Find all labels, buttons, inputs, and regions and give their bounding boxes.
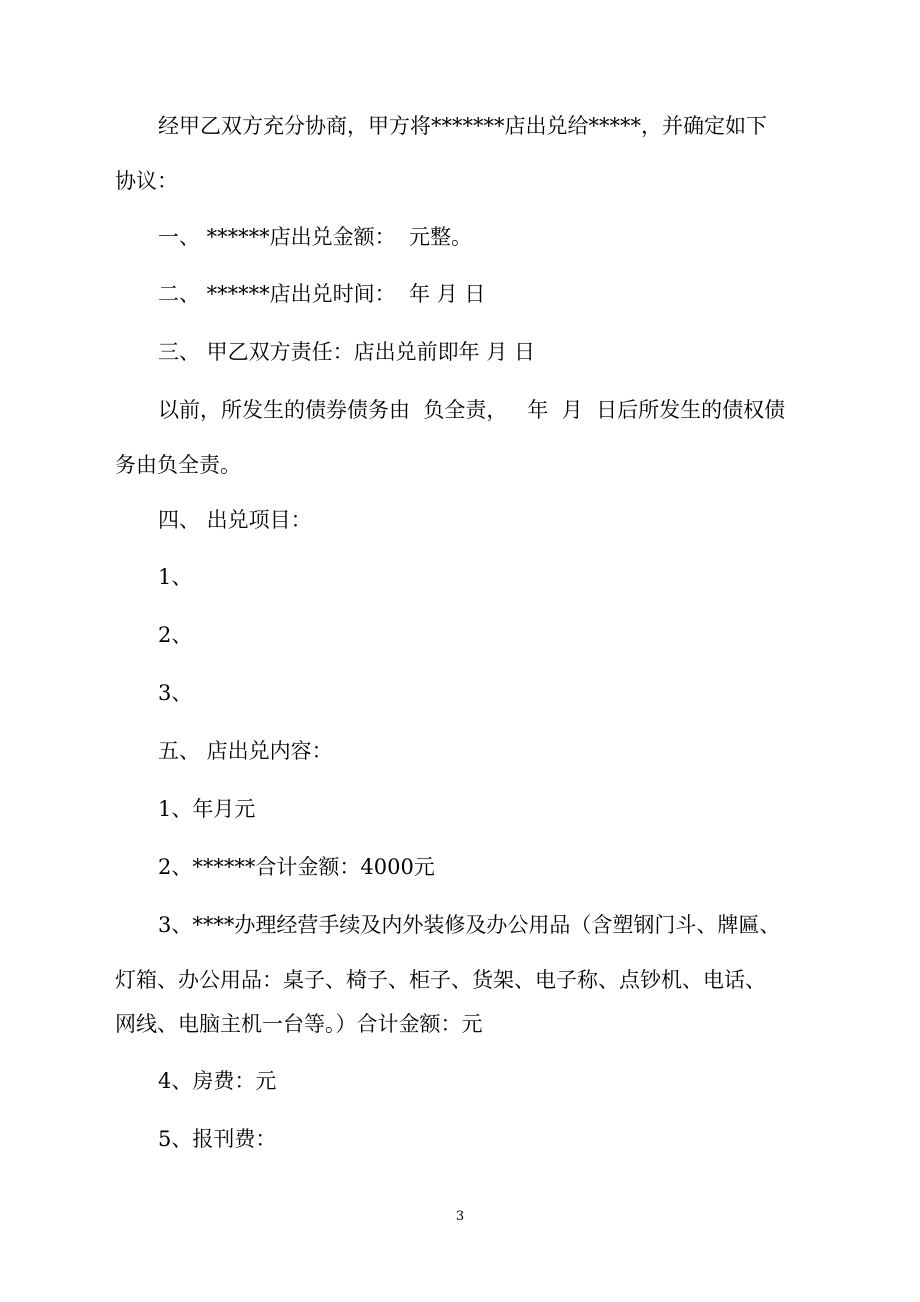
- clause-5-heading: 五、 店出兑内容：: [158, 739, 333, 763]
- content-item-5: 5、报刊费：: [158, 1127, 277, 1151]
- project-item-3: 3、: [158, 681, 193, 705]
- content-item-1: 1、年月元: [158, 797, 256, 821]
- clause-1: 一、 ******店出兑金额： 元整。: [158, 225, 473, 249]
- project-item-2: 2、: [158, 623, 193, 647]
- content-item-3-line-1: 3、****办理经营手续及内外装修及办公用品（含塑钢门斗、牌匾、: [158, 913, 781, 937]
- clause-4-heading: 四、 出兑项目：: [158, 508, 312, 532]
- clause-3: 三、 甲乙双方责任：店出兑前即年 月 日: [158, 340, 536, 364]
- intro-paragraph-line-2: 协议：: [115, 169, 178, 193]
- page-number: 3: [455, 1209, 465, 1224]
- responsibility-line-1: 以前，所发生的债券债务由 负全责， 年 月 日后所发生的债权债: [158, 398, 786, 422]
- responsibility-line-2: 务由负全责。: [115, 453, 241, 477]
- content-item-3-line-2: 灯箱、办公用品：桌子、椅子、柜子、货架、电子称、点钞机、电话、: [115, 968, 766, 992]
- clause-2: 二、 ******店出兑时间： 年 月 日: [158, 282, 486, 306]
- content-item-2: 2、******合计金额：4000元: [158, 855, 435, 879]
- project-item-1: 1、: [158, 565, 193, 589]
- content-item-4: 4、房费：元: [158, 1069, 277, 1093]
- content-item-3-line-3: 网线、电脑主机一台等。）合计金额：元: [115, 1012, 483, 1036]
- intro-paragraph-line-1: 经甲乙双方充分协商，甲方将*******店出兑给*****，并确定如下: [158, 114, 767, 138]
